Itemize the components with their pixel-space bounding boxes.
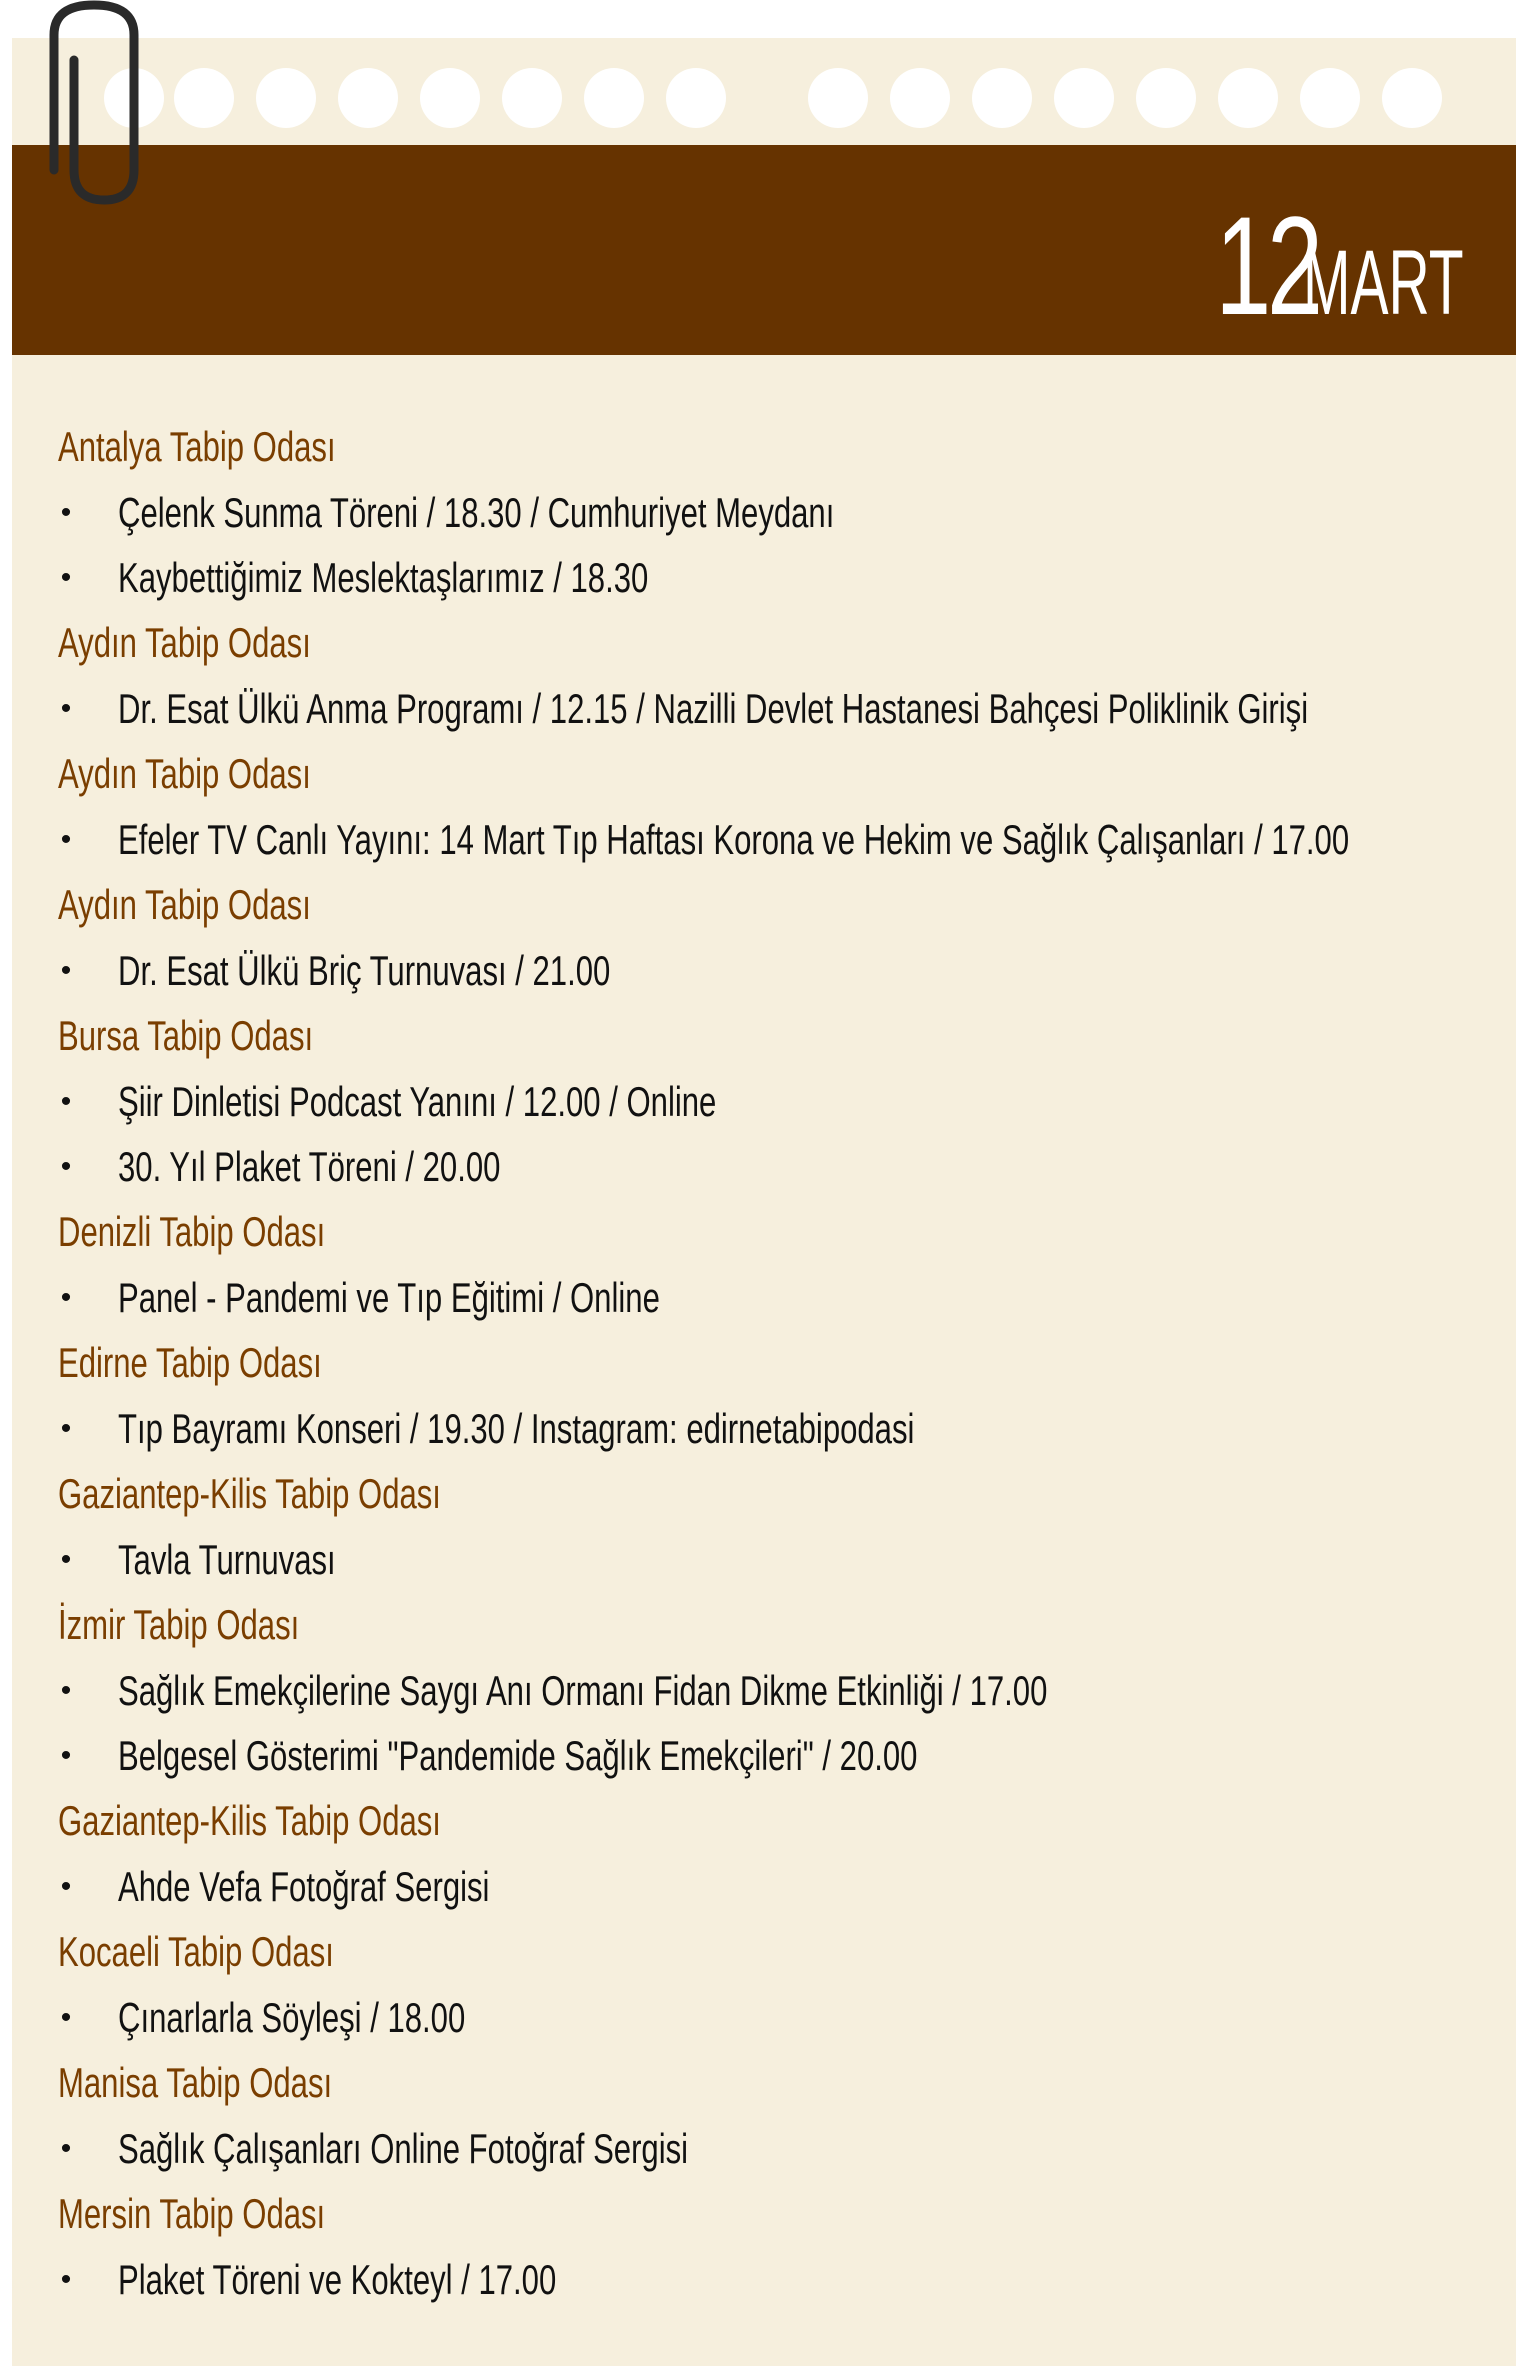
bullet-icon: •	[60, 1674, 72, 1707]
bullet-icon: •	[60, 2263, 72, 2296]
bullet-icon: •	[60, 1870, 72, 1903]
binding-hole	[890, 68, 950, 128]
bullet-icon: •	[60, 692, 72, 725]
bullet-icon: •	[60, 1543, 72, 1576]
bullet-icon: •	[60, 561, 72, 594]
event-text: Kaybettiğimiz Meslektaşlarımız / 18.30	[118, 554, 649, 601]
event-text: Sağlık Çalışanları Online Fotoğraf Sergisi	[118, 2125, 689, 2172]
event-text: Tıp Bayramı Konseri / 19.30 / Instagram: edirnetabipodasi	[118, 1405, 915, 1452]
event-item	[58, 545, 1478, 610]
bullet-icon: •	[60, 1150, 72, 1183]
bullet-icon: •	[60, 823, 72, 856]
binding-hole	[1218, 68, 1278, 128]
bullet-icon: •	[60, 1085, 72, 1118]
organization-heading: Denizli Tabip Odası	[58, 1208, 326, 1255]
event-list	[58, 414, 1478, 2312]
event-text: Dr. Esat Ülkü Anma Programı / 12.15 / Nazilli Devlet Hastanesi Bahçesi Poliklinik Girişi	[118, 685, 1309, 732]
event-item	[58, 1396, 1478, 1461]
event-text: 30. Yıl Plaket Töreni / 20.00	[118, 1143, 501, 1190]
date-day: 12	[1215, 187, 1320, 344]
event-text: Panel - Pandemi ve Tıp Eğitimi / Online	[118, 1274, 660, 1321]
binding-hole	[502, 68, 562, 128]
event-item	[58, 2247, 1478, 2312]
date-label	[1175, 185, 1492, 347]
binding-hole	[1136, 68, 1196, 128]
event-text: Plaket Töreni ve Kokteyl / 17.00	[118, 2256, 557, 2303]
binding-hole	[972, 68, 1032, 128]
event-text: Efeler TV Canlı Yayını: 14 Mart Tıp Haftası Korona ve Hekim ve Sağlık Çalışanları / 17.00	[118, 816, 1350, 863]
event-item	[58, 676, 1478, 741]
binding-hole	[808, 68, 868, 128]
binding-hole	[584, 68, 644, 128]
event-item	[58, 1265, 1478, 1330]
organization-heading: Edirne Tabip Odası	[58, 1339, 322, 1386]
event-item	[58, 1658, 1478, 1723]
binding-hole	[174, 68, 234, 128]
binding-hole	[1382, 68, 1442, 128]
binding-holes	[0, 0, 1532, 130]
bullet-icon: •	[60, 496, 72, 529]
organization-heading: Aydın Tabip Odası	[58, 750, 311, 797]
binding-hole	[256, 68, 316, 128]
binding-hole	[1300, 68, 1360, 128]
paperclip-icon	[44, 0, 164, 210]
event-item	[58, 1069, 1478, 1134]
organization-heading: Gaziantep-Kilis Tabip Odası	[58, 1797, 441, 1844]
organization-heading: Aydın Tabip Odası	[58, 619, 311, 666]
event-text: Sağlık Emekçilerine Saygı Anı Ormanı Fidan Dikme Etkinliği / 17.00	[118, 1667, 1048, 1714]
bullet-icon: •	[60, 1281, 72, 1314]
event-item	[58, 1985, 1478, 2050]
organization-heading: Antalya Tabip Odası	[58, 423, 336, 470]
event-text: Ahde Vefa Fotoğraf Sergisi	[118, 1863, 490, 1910]
bullet-icon: •	[60, 2132, 72, 2165]
event-item	[58, 1723, 1478, 1788]
binding-hole	[1054, 68, 1114, 128]
organization-heading: Mersin Tabip Odası	[58, 2190, 326, 2237]
event-text: Belgesel Gösterimi "Pandemide Sağlık Emekçileri" / 20.00	[118, 1732, 918, 1779]
organization-heading: Manisa Tabip Odası	[58, 2059, 333, 2106]
event-item	[58, 1854, 1478, 1919]
binding-hole	[338, 68, 398, 128]
event-text: Dr. Esat Ülkü Briç Turnuvası / 21.00	[118, 947, 611, 994]
event-item	[58, 938, 1478, 1003]
bullet-icon: •	[60, 1412, 72, 1445]
bullet-icon: •	[60, 1739, 72, 1772]
binding-hole	[666, 68, 726, 128]
organization-heading: İzmir Tabip Odası	[58, 1601, 300, 1648]
event-item	[58, 1134, 1478, 1199]
bullet-icon: •	[60, 954, 72, 987]
event-item	[58, 480, 1478, 545]
organization-heading: Kocaeli Tabip Odası	[58, 1928, 334, 1975]
organization-heading: Gaziantep-Kilis Tabip Odası	[58, 1470, 441, 1517]
date-month: MART	[1303, 232, 1464, 334]
event-text: Tavla Turnuvası	[118, 1536, 336, 1583]
event-item	[58, 1527, 1478, 1592]
organization-heading: Aydın Tabip Odası	[58, 881, 311, 928]
event-text: Şiir Dinletisi Podcast Yanını / 12.00 / Online	[118, 1078, 717, 1125]
event-item	[58, 807, 1478, 872]
event-text: Çınarlarla Söyleşi / 18.00	[118, 1994, 466, 2041]
bullet-icon: •	[60, 2001, 72, 2034]
organization-heading: Bursa Tabip Odası	[58, 1012, 314, 1059]
event-item	[58, 2116, 1478, 2181]
event-text: Çelenk Sunma Töreni / 18.30 / Cumhuriyet Meydanı	[118, 489, 835, 536]
binding-hole	[420, 68, 480, 128]
date-header	[12, 145, 1516, 355]
